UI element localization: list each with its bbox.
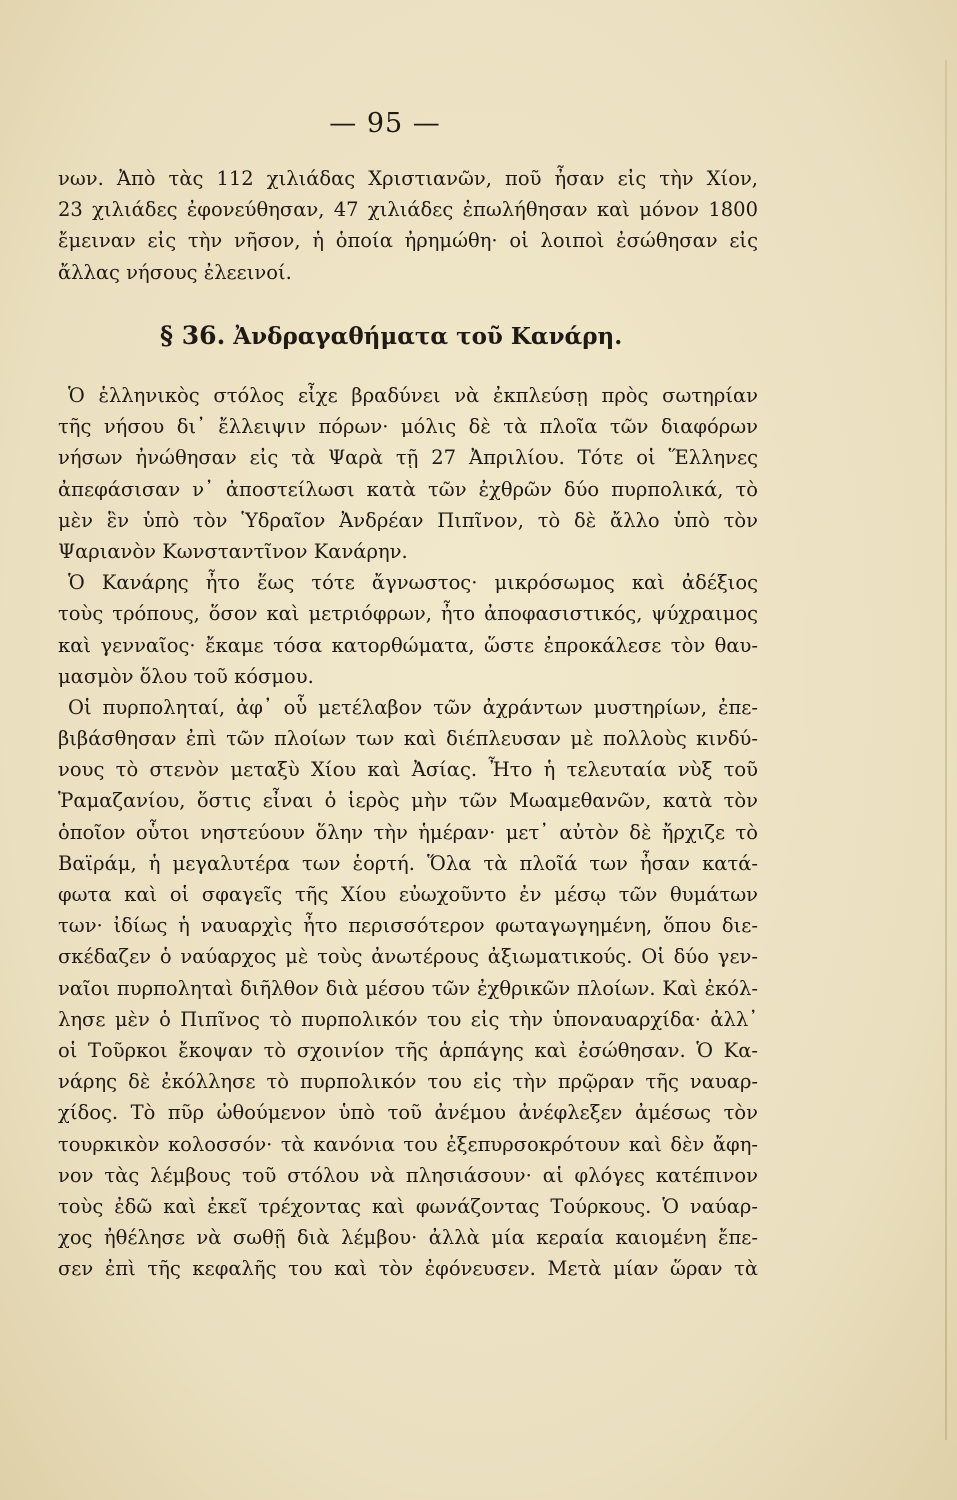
- text-line: σκέδαζεν ὁ ναύαρχος μὲ τοὺς ἀνωτέρους ἀξιωματικούς. Οἱ δύο γεν-: [58, 945, 758, 969]
- text-line: νήσων ἠνώθησαν εἰς τὰ Ψαρὰ τῇ 27 Ἀπριλίου. Τότε οἱ Ἕλληνες: [58, 446, 758, 470]
- text-line: των· ἰδίως ἡ ναυαρχὶς ἦτο περισσότερον φωταγωγημένη, ὅπου διε-: [58, 914, 758, 938]
- page-edge-line: [945, 60, 947, 1440]
- text-line: Ψαριανὸν Κωνσταντῖνον Κανάρην.: [58, 539, 408, 563]
- text-line: λησε μὲν ὁ Πιπῖνος τὸ πυρπολικόν του εἰς τὴν ὑποναυαρχίδα· ἀλλ᾽: [58, 1007, 758, 1031]
- intro-paragraph: [58, 163, 758, 288]
- text-line: Ὁ Κανάρης ἦτο ἕως τότε ἄγνωστος· μικρόσωμος καὶ ἀδέξιος: [68, 571, 758, 595]
- section-title: Ἀνδραγαθήματα τοῦ Κανάρη.: [233, 323, 623, 350]
- text-line: νον τὰς λέμβους τοῦ στόλου νὰ πλησιάσουν· αἱ φλόγες κατέπινον: [58, 1163, 758, 1187]
- section-heading: [160, 321, 700, 350]
- text-line: Ὁ ἑλληνικὸς στόλος εἶχε βραδύνει νὰ ἐκπλεύσῃ πρὸς σωτηρίαν: [68, 384, 758, 407]
- text-line: τουρκικὸν κολοσσόν· τὰ κανόνια του ἐξεπυρσοκρότουν καὶ δὲν ἄφη-: [58, 1132, 758, 1156]
- text-line: χος ἠθέλησε νὰ σωθῇ διὰ λέμβου· ἀλλὰ μία κεραία καιομένη ἔπε-: [58, 1226, 758, 1250]
- text-line: τοὺς τρόπους, ὅσον καὶ μετριόφρων, ἦτο ἀποφασιστικός, ψύχραιμος: [58, 602, 758, 626]
- text-line: τοὺς ἐδῶ καὶ ἐκεῖ τρέχοντας καὶ φωνάζοντας Τούρκους. Ὁ ναύαρ-: [58, 1194, 758, 1218]
- text-line: 23 χιλιάδες ἐφονεύθησαν, 47 χιλιάδες ἐπωλήθησαν καὶ μόνον 1800: [58, 198, 758, 222]
- text-line: χίδος. Τὸ πῦρ ὠθούμενον ὑπὸ τοῦ ἀνέμου ἀνέφλεξεν ἀμέσως τὸν: [58, 1101, 758, 1125]
- text-line: οἱ Τοῦρκοι ἔκοψαν τὸ σχοινίον τῆς ἁρπάγης καὶ ἐσώθησαν. Ὁ Κα-: [58, 1038, 758, 1062]
- page-number: — 95 —: [329, 108, 441, 139]
- text-line: ἄλλας νήσους ἐλεεινοί.: [58, 260, 292, 284]
- text-line: σεν ἐπὶ τῆς κεφαλῆς του καὶ τὸν ἐφόνευσεν. Μετὰ μίαν ὥραν τὰ: [58, 1257, 758, 1281]
- text-line: μασμὸν ὅλου τοῦ κόσμου.: [58, 664, 314, 688]
- text-line: τῆς νήσου δι᾽ ἔλλειψιν πόρων· μόλις δὲ τὰ πλοῖα τῶν διαφόρων: [58, 415, 758, 439]
- text-line: βιβάσθησαν ἐπὶ τῶν πλοίων των καὶ διέπλευσαν μὲ πολλοὺς κινδύ-: [58, 727, 758, 751]
- text-line: καὶ γενναῖος· ἔκαμε τόσα κατορθώματα, ὥστε ἐπροκάλεσε τὸν θαυ-: [58, 633, 758, 657]
- text-line: νους τὸ στενὸν μεταξὺ Χίου καὶ Ἀσίας. Ἦτο ἡ τελευταία νὺξ τοῦ: [58, 758, 758, 782]
- text-line: ναῖοι πυρποληταὶ διῆλθον διὰ μέσου τῶν ἐχθρικῶν πλοίων. Καὶ ἐκόλ-: [58, 976, 758, 1000]
- text-line: Βαϊράμ, ἡ μεγαλυτέρα των ἑορτή. Ὅλα τὰ πλοῖά των ἦσαν κατά-: [58, 851, 758, 875]
- text-line: ὁποῖον οὗτοι νηστεύουν ὅλην τὴν ἡμέραν· μετ᾽ αὐτὸν δὲ ἤρχιζε τὸ: [58, 820, 758, 844]
- main-text: [58, 380, 758, 1284]
- text-line: νων. Ἀπὸ τὰς 112 χιλιάδας Χριστιανῶν, ποῦ ἦσαν εἰς τὴν Χίον,: [58, 167, 758, 190]
- text-line: ἀπεφάσισαν ν᾽ ἀποστείλωσι κατὰ τῶν ἐχθρῶν δύο πυρπολικά, τὸ: [58, 477, 758, 501]
- text-line: μὲν ἓν ὑπὸ τὸν Ὑδραῖον Ἀνδρέαν Πιπῖνον, τὸ δὲ ἄλλο ὑπὸ τὸν: [58, 508, 758, 532]
- text-line: ἔμειναν εἰς τὴν νῆσον, ἡ ὁποία ἠρημώθη· οἱ λοιποὶ ἐσώθησαν εἰς: [58, 229, 758, 253]
- text-line: Ῥαμαζανίου, ὅστις εἶναι ὁ ἱερὸς μὴν τῶν Μωαμεθανῶν, κατὰ τὸν: [58, 789, 758, 813]
- text-line: νάρης δὲ ἐκόλλησε τὸ πυρπολικόν του εἰς τὴν πρῷραν τῆς ναυαρ-: [58, 1070, 758, 1094]
- section-number: § 36.: [160, 321, 226, 350]
- text-line: φωτα καὶ οἱ σφαγεῖς τῆς Χίου εὐωχοῦντο ἐν μέσῳ τῶν θυμάτων: [58, 883, 758, 906]
- text-line: Οἱ πυρποληταί, ἀφ᾽ οὗ μετέλαβον τῶν ἀχράντων μυστηρίων, ἐπε-: [68, 695, 758, 719]
